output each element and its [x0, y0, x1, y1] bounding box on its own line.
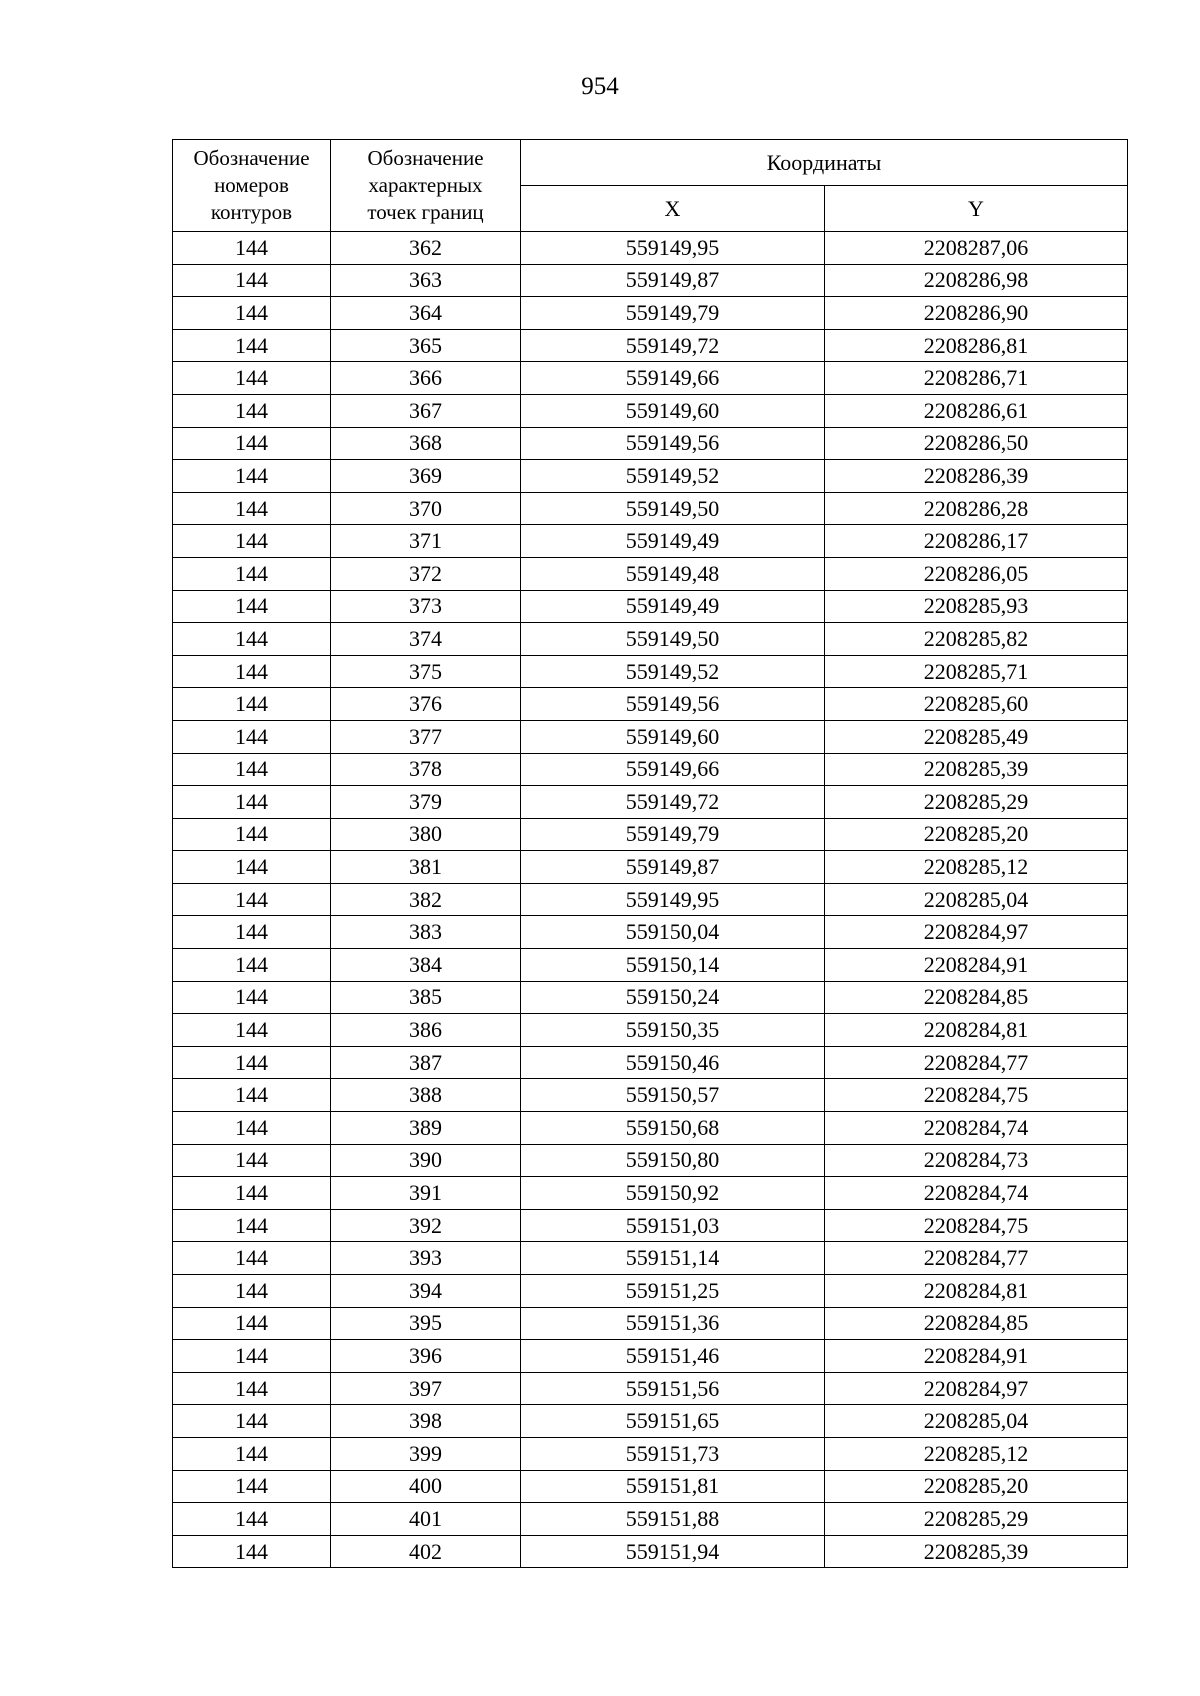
table-row — [173, 1503, 1128, 1536]
point-number-cell: 367 — [331, 394, 521, 427]
x-coordinate-cell: 559150,04 — [521, 916, 825, 949]
table-row — [173, 623, 1128, 656]
table-row — [173, 557, 1128, 590]
y-coordinate-cell: 2208284,77 — [825, 1046, 1128, 1079]
x-coordinate-cell: 559149,50 — [521, 623, 825, 656]
y-coordinate-cell: 2208284,74 — [825, 1112, 1128, 1145]
point-number-cell: 370 — [331, 492, 521, 525]
contour-number-cell: 144 — [173, 264, 331, 297]
point-number-cell: 401 — [331, 1503, 521, 1536]
y-coordinate-cell: 2208285,39 — [825, 753, 1128, 786]
y-coordinate-cell: 2208286,90 — [825, 297, 1128, 330]
x-coordinate-cell: 559151,73 — [521, 1437, 825, 1470]
point-number-cell: 372 — [331, 557, 521, 590]
table-row — [173, 492, 1128, 525]
table-row — [173, 1112, 1128, 1145]
y-coordinate-cell: 2208285,04 — [825, 883, 1128, 916]
y-coordinate-cell: 2208286,61 — [825, 394, 1128, 427]
y-coordinate-cell: 2208284,75 — [825, 1209, 1128, 1242]
x-coordinate-cell: 559149,79 — [521, 297, 825, 330]
table-row — [173, 883, 1128, 916]
point-number-cell: 390 — [331, 1144, 521, 1177]
table-row — [173, 1405, 1128, 1438]
x-coordinate-cell: 559149,60 — [521, 394, 825, 427]
table-row — [173, 655, 1128, 688]
table-row — [173, 1275, 1128, 1308]
point-number-cell: 384 — [331, 949, 521, 982]
table-row — [173, 590, 1128, 623]
contour-number-cell: 144 — [173, 1144, 331, 1177]
x-coordinate-cell: 559149,72 — [521, 786, 825, 819]
point-number-cell: 392 — [331, 1209, 521, 1242]
contour-number-cell: 144 — [173, 623, 331, 656]
x-coordinate-cell: 559150,35 — [521, 1014, 825, 1047]
point-number-cell: 393 — [331, 1242, 521, 1275]
point-number-cell: 371 — [331, 525, 521, 558]
x-coordinate-cell: 559149,52 — [521, 460, 825, 493]
contour-number-cell: 144 — [173, 753, 331, 786]
x-coordinate-cell: 559151,14 — [521, 1242, 825, 1275]
y-coordinate-cell: 2208284,73 — [825, 1144, 1128, 1177]
y-coordinate-cell: 2208285,20 — [825, 1470, 1128, 1503]
y-coordinate-cell: 2208286,39 — [825, 460, 1128, 493]
table-row — [173, 394, 1128, 427]
table-row — [173, 688, 1128, 721]
contour-number-cell: 144 — [173, 557, 331, 590]
contour-number-cell: 144 — [173, 1405, 331, 1438]
contour-number-cell: 144 — [173, 427, 331, 460]
page-number: 954 — [581, 73, 619, 100]
table-row — [173, 818, 1128, 851]
contour-number-cell: 144 — [173, 1340, 331, 1373]
point-number-cell: 387 — [331, 1046, 521, 1079]
point-number-cell: 380 — [331, 818, 521, 851]
y-coordinate-cell: 2208284,81 — [825, 1275, 1128, 1308]
point-number-cell: 397 — [331, 1372, 521, 1405]
contour-number-cell: 144 — [173, 1503, 331, 1536]
x-coordinate-cell: 559151,65 — [521, 1405, 825, 1438]
table-row — [173, 427, 1128, 460]
table-row — [173, 362, 1128, 395]
y-coordinate-cell: 2208285,12 — [825, 851, 1128, 884]
table-row — [173, 1209, 1128, 1242]
x-coordinate-cell: 559149,49 — [521, 590, 825, 623]
x-coordinate-cell: 559150,57 — [521, 1079, 825, 1112]
point-number-cell: 363 — [331, 264, 521, 297]
y-coordinate-cell: 2208286,50 — [825, 427, 1128, 460]
point-number-cell: 398 — [331, 1405, 521, 1438]
x-coordinate-cell: 559149,66 — [521, 362, 825, 395]
contour-number-cell: 144 — [173, 786, 331, 819]
contour-number-cell: 144 — [173, 818, 331, 851]
x-coordinate-cell: 559149,79 — [521, 818, 825, 851]
coordinates-table — [172, 139, 1128, 1568]
point-number-cell: 396 — [331, 1340, 521, 1373]
y-header: Y — [825, 186, 1128, 232]
point-number-cell: 362 — [331, 232, 521, 265]
contour-number-cell: 144 — [173, 525, 331, 558]
y-coordinate-cell: 2208284,97 — [825, 1372, 1128, 1405]
point-number-cell: 377 — [331, 720, 521, 753]
table-row — [173, 786, 1128, 819]
point-number-cell: 376 — [331, 688, 521, 721]
coordinates-header: Координаты — [521, 140, 1128, 186]
y-coordinate-cell: 2208287,06 — [825, 232, 1128, 265]
point-number-cell: 383 — [331, 916, 521, 949]
contour-header-line: контуров — [210, 200, 293, 224]
point-header-line: характерных — [368, 173, 483, 197]
contour-number-cell: 144 — [173, 1112, 331, 1145]
contour-number-cell: 144 — [173, 492, 331, 525]
x-coordinate-cell: 559151,36 — [521, 1307, 825, 1340]
contour-number-cell: 144 — [173, 329, 331, 362]
contour-number-cell: 144 — [173, 1470, 331, 1503]
table-row — [173, 1307, 1128, 1340]
table-row — [173, 525, 1128, 558]
y-coordinate-cell: 2208284,77 — [825, 1242, 1128, 1275]
y-coordinate-cell: 2208285,29 — [825, 786, 1128, 819]
y-coordinate-cell: 2208286,05 — [825, 557, 1128, 590]
point-number-cell: 379 — [331, 786, 521, 819]
y-coordinate-cell: 2208285,20 — [825, 818, 1128, 851]
x-coordinate-cell: 559150,92 — [521, 1177, 825, 1210]
point-header-line: точек границ — [367, 200, 484, 224]
y-coordinate-cell: 2208284,75 — [825, 1079, 1128, 1112]
table-row — [173, 1014, 1128, 1047]
table-row — [173, 1437, 1128, 1470]
table-row — [173, 232, 1128, 265]
point-number-cell: 368 — [331, 427, 521, 460]
x-coordinate-cell: 559149,48 — [521, 557, 825, 590]
y-coordinate-cell: 2208286,17 — [825, 525, 1128, 558]
point-number-cell: 365 — [331, 329, 521, 362]
point-number-cell: 394 — [331, 1275, 521, 1308]
y-coordinate-cell: 2208284,91 — [825, 949, 1128, 982]
contour-number-cell: 144 — [173, 688, 331, 721]
point-number-cell: 378 — [331, 753, 521, 786]
table-row — [173, 720, 1128, 753]
y-coordinate-cell: 2208285,39 — [825, 1535, 1128, 1568]
point-number-cell: 391 — [331, 1177, 521, 1210]
contour-number-cell: 144 — [173, 1242, 331, 1275]
contour-header-line: Обозначение — [193, 146, 310, 170]
y-coordinate-cell: 2208284,81 — [825, 1014, 1128, 1047]
contour-number-cell: 144 — [173, 1437, 331, 1470]
table-row — [173, 851, 1128, 884]
table-row — [173, 1177, 1128, 1210]
table-body — [173, 232, 1128, 1568]
point-number-cell: 373 — [331, 590, 521, 623]
table-row — [173, 1470, 1128, 1503]
contour-number-cell: 144 — [173, 590, 331, 623]
y-coordinate-cell: 2208285,93 — [825, 590, 1128, 623]
x-coordinate-cell: 559151,81 — [521, 1470, 825, 1503]
x-coordinate-cell: 559150,46 — [521, 1046, 825, 1079]
x-coordinate-cell: 559149,66 — [521, 753, 825, 786]
contour-number-cell: 144 — [173, 1275, 331, 1308]
table-row — [173, 460, 1128, 493]
point-number-cell: 388 — [331, 1079, 521, 1112]
contour-number-cell: 144 — [173, 981, 331, 1014]
y-coordinate-cell: 2208284,91 — [825, 1340, 1128, 1373]
x-coordinate-cell: 559150,24 — [521, 981, 825, 1014]
contour-number-cell: 144 — [173, 1307, 331, 1340]
y-coordinate-cell: 2208284,74 — [825, 1177, 1128, 1210]
x-coordinate-cell: 559149,49 — [521, 525, 825, 558]
x-coordinate-cell: 559149,87 — [521, 264, 825, 297]
point-number-cell: 374 — [331, 623, 521, 656]
point-number-cell: 386 — [331, 1014, 521, 1047]
x-coordinate-cell: 559149,60 — [521, 720, 825, 753]
point-number-cell: 399 — [331, 1437, 521, 1470]
y-coordinate-cell: 2208285,49 — [825, 720, 1128, 753]
table-row — [173, 1144, 1128, 1177]
contour-number-cell: 144 — [173, 1209, 331, 1242]
y-coordinate-cell: 2208285,82 — [825, 623, 1128, 656]
contour-number-cell: 144 — [173, 1372, 331, 1405]
x-coordinate-cell: 559149,95 — [521, 883, 825, 916]
x-coordinate-cell: 559150,80 — [521, 1144, 825, 1177]
y-coordinate-cell: 2208286,81 — [825, 329, 1128, 362]
table-row — [173, 949, 1128, 982]
table-row — [173, 1340, 1128, 1373]
boundary-point-header — [331, 140, 521, 232]
point-number-cell: 400 — [331, 1470, 521, 1503]
x-coordinate-cell: 559151,56 — [521, 1372, 825, 1405]
table-row — [173, 916, 1128, 949]
point-number-cell: 381 — [331, 851, 521, 884]
contour-number-cell: 144 — [173, 297, 331, 330]
contour-number-cell: 144 — [173, 1014, 331, 1047]
contour-number-cell: 144 — [173, 851, 331, 884]
table-row — [173, 1046, 1128, 1079]
y-coordinate-cell: 2208285,71 — [825, 655, 1128, 688]
table-row — [173, 264, 1128, 297]
point-number-cell: 375 — [331, 655, 521, 688]
y-coordinate-cell: 2208286,71 — [825, 362, 1128, 395]
contour-number-cell: 144 — [173, 1177, 331, 1210]
x-coordinate-cell: 559149,72 — [521, 329, 825, 362]
point-number-cell: 366 — [331, 362, 521, 395]
x-coordinate-cell: 559149,56 — [521, 427, 825, 460]
y-coordinate-cell: 2208286,98 — [825, 264, 1128, 297]
contour-number-cell: 144 — [173, 1046, 331, 1079]
y-coordinate-cell: 2208284,85 — [825, 981, 1128, 1014]
point-number-cell: 385 — [331, 981, 521, 1014]
contour-number-header — [173, 140, 331, 232]
x-coordinate-cell: 559151,46 — [521, 1340, 825, 1373]
x-coordinate-cell: 559149,52 — [521, 655, 825, 688]
table-row — [173, 329, 1128, 362]
table-row — [173, 1535, 1128, 1568]
y-coordinate-cell: 2208285,12 — [825, 1437, 1128, 1470]
y-coordinate-cell: 2208285,60 — [825, 688, 1128, 721]
contour-number-cell: 144 — [173, 883, 331, 916]
x-coordinate-cell: 559149,87 — [521, 851, 825, 884]
contour-number-cell: 144 — [173, 949, 331, 982]
x-coordinate-cell: 559151,88 — [521, 1503, 825, 1536]
table-row — [173, 1079, 1128, 1112]
x-header: X — [521, 186, 825, 232]
x-coordinate-cell: 559149,50 — [521, 492, 825, 525]
contour-header-line: номеров — [214, 173, 289, 197]
y-coordinate-cell: 2208286,28 — [825, 492, 1128, 525]
y-coordinate-cell: 2208284,97 — [825, 916, 1128, 949]
x-coordinate-cell: 559151,94 — [521, 1535, 825, 1568]
y-coordinate-cell: 2208284,85 — [825, 1307, 1128, 1340]
contour-number-cell: 144 — [173, 1079, 331, 1112]
x-coordinate-cell: 559149,95 — [521, 232, 825, 265]
x-coordinate-cell: 559151,25 — [521, 1275, 825, 1308]
point-number-cell: 395 — [331, 1307, 521, 1340]
contour-number-cell: 144 — [173, 460, 331, 493]
point-number-cell: 389 — [331, 1112, 521, 1145]
point-number-cell: 364 — [331, 297, 521, 330]
contour-number-cell: 144 — [173, 362, 331, 395]
x-coordinate-cell: 559150,14 — [521, 949, 825, 982]
x-coordinate-cell: 559151,03 — [521, 1209, 825, 1242]
table-row — [173, 753, 1128, 786]
point-number-cell: 369 — [331, 460, 521, 493]
contour-number-cell: 144 — [173, 655, 331, 688]
contour-number-cell: 144 — [173, 394, 331, 427]
table-row — [173, 981, 1128, 1014]
point-header-line: Обозначение — [367, 146, 484, 170]
y-coordinate-cell: 2208285,04 — [825, 1405, 1128, 1438]
table-header — [173, 140, 1128, 232]
contour-number-cell: 144 — [173, 232, 331, 265]
x-coordinate-cell: 559149,56 — [521, 688, 825, 721]
table-row — [173, 1372, 1128, 1405]
contour-number-cell: 144 — [173, 720, 331, 753]
table-row — [173, 1242, 1128, 1275]
table-row — [173, 297, 1128, 330]
contour-number-cell: 144 — [173, 916, 331, 949]
x-coordinate-cell: 559150,68 — [521, 1112, 825, 1145]
contour-number-cell: 144 — [173, 1535, 331, 1568]
point-number-cell: 402 — [331, 1535, 521, 1568]
point-number-cell: 382 — [331, 883, 521, 916]
y-coordinate-cell: 2208285,29 — [825, 1503, 1128, 1536]
